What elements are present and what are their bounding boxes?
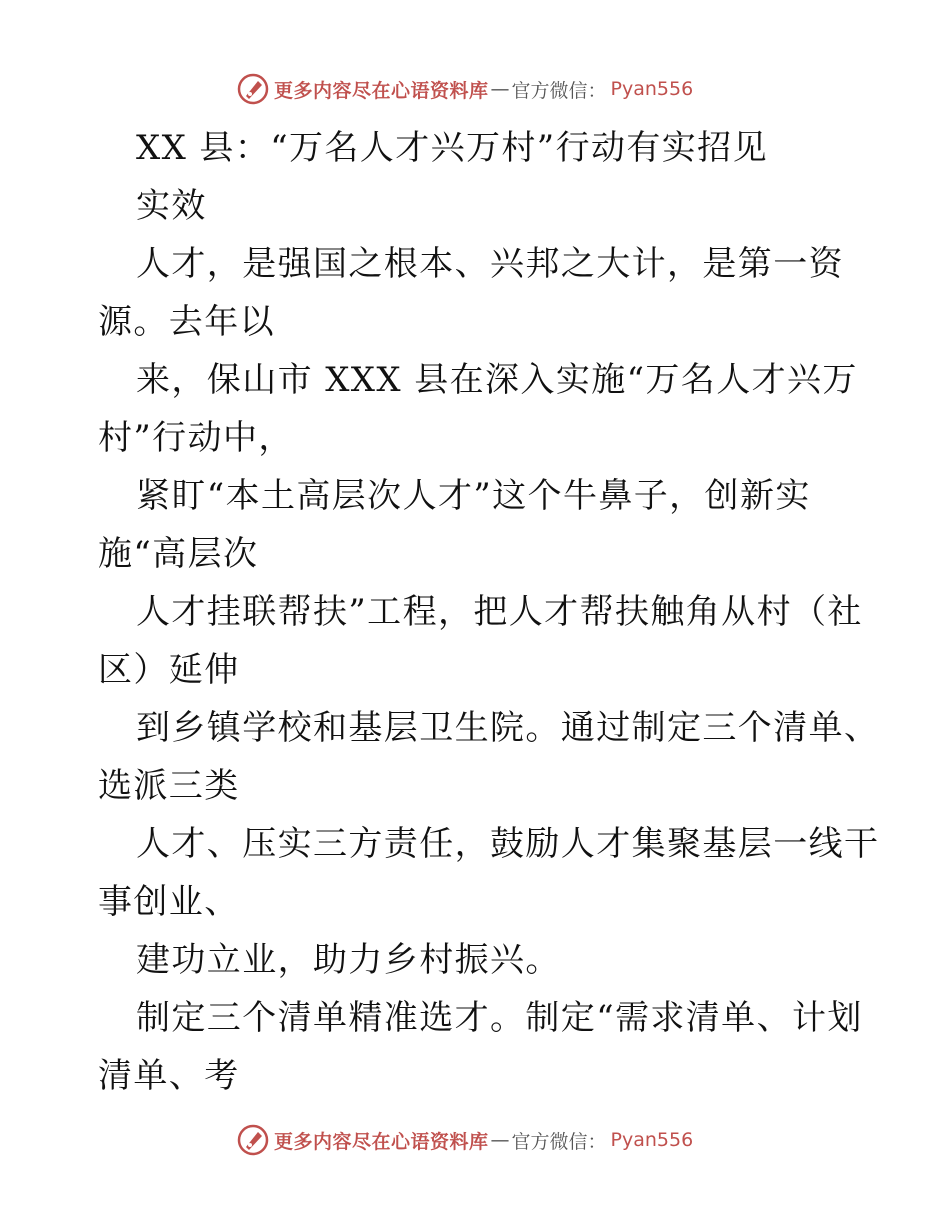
paragraph-line: 施“高层次 <box>98 534 259 574</box>
watermark-lead-text: 更多内容尽在心语资料库 <box>274 1130 489 1153</box>
paragraph-line: 人才挂联帮扶”工程，把人才帮扶触角从村（社 <box>136 592 863 632</box>
watermark-separator: — <box>490 78 510 100</box>
footer-watermark <box>236 1123 693 1157</box>
paragraph-line: 来，保山市 XXX 县在深入实施“万名人才兴万 <box>136 360 858 400</box>
paragraph-line: 清单、考 <box>98 1056 240 1096</box>
paragraph-line: 制定三个清单精准选才。制定“需求清单、计划 <box>136 998 863 1038</box>
pen-nib-circle-icon <box>236 72 270 106</box>
watermark-wechat-label: 官方微信： <box>511 79 607 102</box>
paragraph-line: 源。去年以 <box>98 302 275 342</box>
paragraph-line: 建功立业，助力乡村振兴。 <box>136 940 561 980</box>
paragraph-line: 事创业、 <box>98 882 240 922</box>
paragraph-line: 到乡镇学校和基层卫生院。通过制定三个清单、 <box>136 708 880 748</box>
paragraph-line: 区）延伸 <box>98 650 240 690</box>
paragraph-line: 紧盯“本土高层次人才”这个牛鼻子，创新实 <box>136 476 811 516</box>
paragraph-line: 村”行动中， <box>98 418 294 458</box>
watermark-wechat-id: Pyan556 <box>610 1129 694 1151</box>
paragraph-line: 人才、压实三方责任，鼓励人才集聚基层一线干 <box>136 824 880 864</box>
document-title-line-2: 实效 <box>136 186 207 226</box>
paragraph-line: 选派三类 <box>98 766 240 806</box>
pen-nib-circle-icon <box>236 1123 270 1157</box>
header-watermark <box>236 72 693 106</box>
watermark-wechat-label: 官方微信： <box>511 1130 607 1153</box>
watermark-separator: — <box>490 1129 510 1151</box>
watermark-wechat-id: Pyan556 <box>610 78 694 100</box>
watermark-lead-text: 更多内容尽在心语资料库 <box>274 79 489 102</box>
paragraph-line: 人才，是强国之根本、兴邦之大计，是第一资 <box>136 244 844 284</box>
document-title-line-1: XX 县：“万名人才兴万村”行动有实招见 <box>136 128 768 168</box>
